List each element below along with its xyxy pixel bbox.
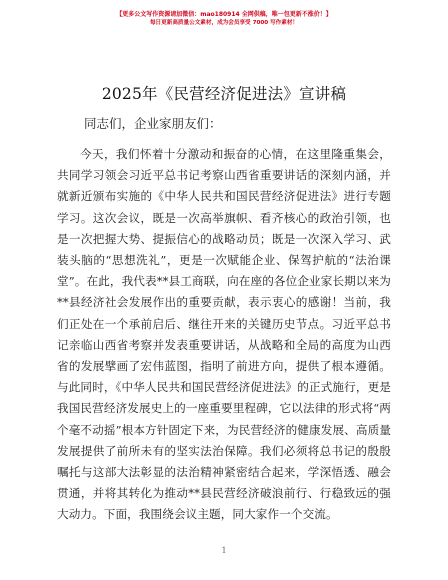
page-number: 1 xyxy=(221,546,227,555)
promo-banner-line2: 每日更新高质量公文素材，成为会员享受 7000 写作素材！ xyxy=(149,20,299,26)
greeting-line: 同志们，企业家朋友们： xyxy=(84,116,222,131)
document-title: 2025年《民营经济促进法》宣讲稿 xyxy=(101,85,347,103)
promo-banner-line1: 【更多公文写作资源请加微信：mao180914 全网供稿，唯一包更新不涨价！】 xyxy=(116,11,332,18)
body-paragraph: 今天，我们怀着十分激动和振奋的心情，在这里隆重集会，共同学习领会习近平总书记考察山西省重要讲话的深刻内涵，并就新近颁布实施的《中华人民共和国民营经济促进法》进行专题学习。这次会议，既是一次高举旗帜、看齐核心的政治引领，也是一次把握大势、提振信心的战略动员；既是一次深入学习、武装头脑的“思想洗礼”，更是一次赋能企业、保驾护航的“法治课堂”。在此，我代表**县工商联，向在座的各位企业家长期以来为**县经济社会发展作出的重要贡献，表示衷心的感谢！当前，我们正处在一个承前启后、继往开来的关键历史节点。习近平总书记亲临山西省考察并发表重要讲话，从战略和全局的高度为山西省的发展擘画了宏伟蓝图，指明了前进方向，提供了根本遵循。与此同时，《中华人民共和国民营经济促进法》的正式施行，更是我国民营经济发展史上的一座重要里程碑，它以法律的形式将“两个毫不动摇”根本方针固定下来，为民营经济的健康发展、高质量发展提供了前所未有的坚实法治保障。我们必须将总书记的殷殷嘱托与这部大法彰显的法治精神紧密结合起来，学深悟透、融会贯通，并将其转化为推动**县民营经济破浪前行、行稳致远的强大动力。下面，我围绕会议主题，同大家作一个交流。 xyxy=(57,147,391,522)
promo-banner xyxy=(0,10,448,28)
